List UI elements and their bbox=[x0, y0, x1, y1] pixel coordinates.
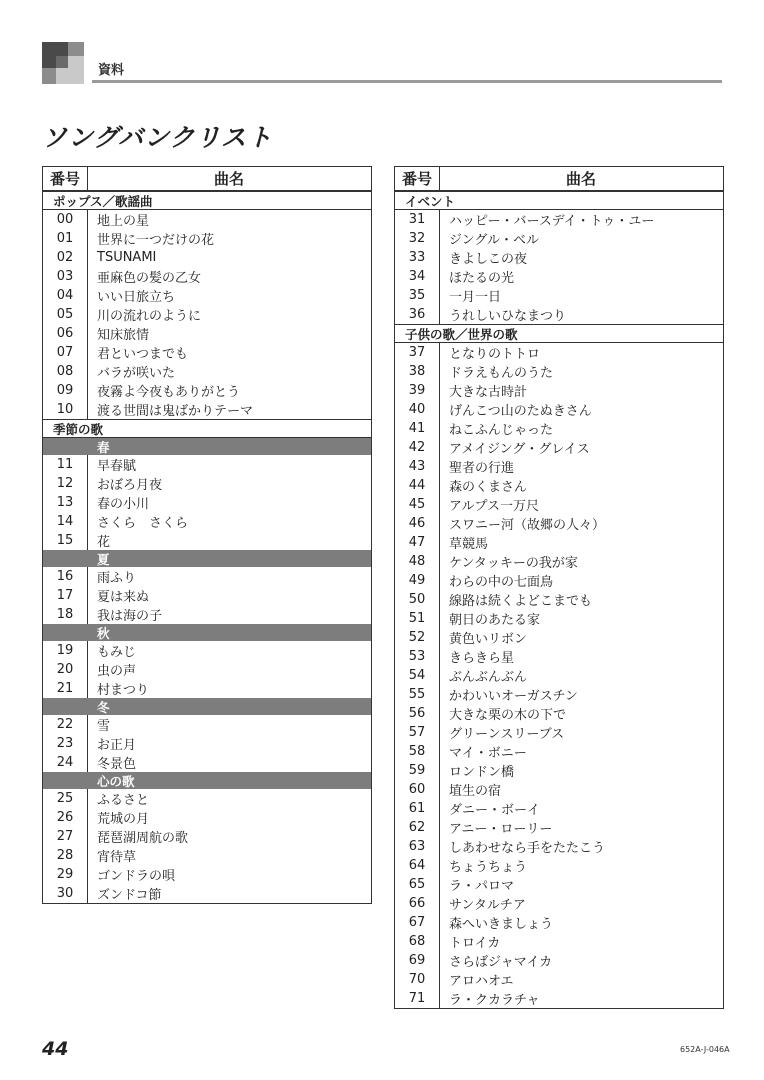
song-title: 君といつまでも bbox=[97, 347, 189, 362]
song-title: しあわせなら手をたたこう bbox=[449, 841, 606, 856]
song-number: 71 bbox=[408, 991, 426, 1006]
song-number: 53 bbox=[408, 649, 426, 664]
song-number: 10 bbox=[56, 402, 74, 417]
song-row bbox=[395, 970, 723, 989]
song-title: スワニー河（故郷の人々） bbox=[449, 518, 606, 533]
song-row bbox=[395, 552, 723, 571]
song-number: 16 bbox=[56, 569, 74, 584]
song-number: 50 bbox=[408, 592, 426, 607]
subcategory-heading bbox=[43, 438, 371, 455]
song-title: 森へいきましょう bbox=[449, 917, 554, 932]
song-row bbox=[43, 229, 371, 248]
song-title: 雨ふり bbox=[97, 571, 137, 586]
song-number: 37 bbox=[408, 345, 426, 360]
header-number: 番号 bbox=[401, 170, 432, 188]
song-row bbox=[395, 400, 723, 419]
category-heading: 季節の歌 bbox=[43, 419, 371, 438]
song-number: 66 bbox=[408, 896, 426, 911]
song-title: 夏は来ぬ bbox=[97, 590, 150, 605]
song-title: きらきら星 bbox=[449, 651, 515, 666]
song-number: 35 bbox=[408, 288, 426, 303]
song-number: 28 bbox=[56, 848, 74, 863]
song-title: 虫の声 bbox=[97, 664, 137, 679]
song-number: 30 bbox=[56, 886, 74, 901]
song-row bbox=[43, 474, 371, 493]
section-marker-icon bbox=[42, 42, 84, 84]
song-number: 55 bbox=[408, 687, 426, 702]
song-number: 46 bbox=[408, 516, 426, 531]
song-number: 52 bbox=[408, 630, 426, 645]
song-row bbox=[395, 704, 723, 723]
song-title: アルプス一万尺 bbox=[449, 499, 539, 514]
song-number: 54 bbox=[408, 668, 426, 683]
song-row bbox=[395, 723, 723, 742]
song-number: 04 bbox=[56, 288, 74, 303]
song-title: 冬景色 bbox=[97, 757, 137, 772]
subcategory-label: 秋 bbox=[97, 625, 110, 641]
song-row bbox=[395, 818, 723, 837]
song-row bbox=[395, 590, 723, 609]
song-number: 20 bbox=[56, 662, 74, 677]
song-title: ぶんぶんぶん bbox=[449, 670, 528, 685]
song-title: 大きな古時計 bbox=[449, 385, 528, 400]
song-row bbox=[43, 381, 371, 400]
song-row bbox=[395, 229, 723, 248]
song-number: 26 bbox=[56, 810, 74, 825]
document-code: 652A-J-046A bbox=[680, 1045, 730, 1054]
song-number: 19 bbox=[56, 643, 74, 658]
song-title: 一月一日 bbox=[449, 290, 502, 305]
song-title: わらの中の七面鳥 bbox=[449, 575, 554, 590]
song-title: トロイカ bbox=[449, 936, 501, 951]
song-number: 24 bbox=[56, 755, 74, 770]
song-row bbox=[395, 875, 723, 894]
song-number: 03 bbox=[56, 269, 74, 284]
header-title: 曲名 bbox=[565, 170, 596, 188]
song-number: 43 bbox=[408, 459, 426, 474]
song-row bbox=[395, 761, 723, 780]
song-row bbox=[395, 476, 723, 495]
song-number: 13 bbox=[56, 495, 74, 510]
song-row bbox=[395, 837, 723, 856]
song-row bbox=[395, 856, 723, 875]
song-row bbox=[395, 457, 723, 476]
song-title: ドラえもんのうた bbox=[449, 366, 554, 381]
song-row bbox=[395, 666, 723, 685]
song-title: さくら さくら bbox=[97, 516, 189, 531]
song-number: 70 bbox=[408, 972, 426, 987]
song-number: 22 bbox=[56, 717, 74, 732]
category-heading: ポップス／歌謡曲 bbox=[43, 191, 371, 210]
song-row bbox=[395, 913, 723, 932]
song-number: 00 bbox=[56, 212, 74, 227]
song-title: 森のくまさん bbox=[449, 480, 528, 495]
song-title: 村まつり bbox=[97, 683, 150, 698]
song-title: アニー・ローリー bbox=[449, 822, 553, 837]
song-number: 62 bbox=[408, 820, 426, 835]
song-title: 亜麻色の髪の乙女 bbox=[97, 271, 202, 286]
song-title: となりのトトロ bbox=[449, 347, 541, 362]
song-row bbox=[43, 789, 371, 808]
subcategory-label: 冬 bbox=[97, 699, 110, 715]
song-number: 58 bbox=[408, 744, 426, 759]
page-title: ソングバンクリスト bbox=[42, 123, 274, 152]
song-number: 39 bbox=[408, 383, 426, 398]
song-row bbox=[43, 362, 371, 381]
section-label: 資料 bbox=[98, 63, 125, 78]
subcategory-heading bbox=[43, 624, 371, 641]
song-row bbox=[395, 267, 723, 286]
song-number: 49 bbox=[408, 573, 426, 588]
song-row bbox=[43, 248, 371, 267]
song-number: 07 bbox=[56, 345, 74, 360]
song-title: ラ・パロマ bbox=[449, 879, 515, 894]
song-title: ズンドコ節 bbox=[97, 888, 162, 903]
song-number: 09 bbox=[56, 383, 74, 398]
song-title: ねこふんじゃった bbox=[449, 423, 554, 438]
song-row bbox=[43, 715, 371, 734]
song-row bbox=[395, 647, 723, 666]
song-title: 草競馬 bbox=[449, 537, 489, 552]
song-row bbox=[395, 343, 723, 362]
song-title: 黄色いリボン bbox=[449, 632, 528, 647]
song-row bbox=[43, 343, 371, 362]
song-row bbox=[43, 455, 371, 474]
song-row bbox=[395, 419, 723, 438]
table-rows bbox=[43, 191, 371, 903]
song-row bbox=[43, 827, 371, 846]
song-number: 61 bbox=[408, 801, 426, 816]
song-row bbox=[395, 685, 723, 704]
song-number: 67 bbox=[408, 915, 426, 930]
song-number: 48 bbox=[408, 554, 426, 569]
song-row bbox=[43, 493, 371, 512]
song-title: 地上の星 bbox=[97, 214, 150, 229]
song-row bbox=[43, 210, 371, 229]
song-row bbox=[43, 400, 371, 419]
song-title: ジングル・ベル bbox=[449, 233, 540, 248]
song-number: 68 bbox=[408, 934, 426, 949]
song-row bbox=[395, 609, 723, 628]
song-row bbox=[395, 362, 723, 381]
song-title: きよしこの夜 bbox=[449, 252, 528, 267]
song-title: 聖者の行進 bbox=[449, 461, 515, 476]
song-row bbox=[43, 586, 371, 605]
song-row bbox=[395, 780, 723, 799]
song-title: ケンタッキーの我が家 bbox=[449, 556, 578, 571]
song-title: 早春賦 bbox=[97, 459, 137, 474]
song-number: 60 bbox=[408, 782, 426, 797]
subcategory-label: 春 bbox=[97, 439, 110, 455]
song-title: ハッピー・バースデイ・トゥ・ユー bbox=[449, 214, 655, 229]
subcategory-heading bbox=[43, 698, 371, 715]
song-title: TSUNAMI bbox=[97, 250, 157, 265]
song-row bbox=[395, 305, 723, 324]
song-title: ロンドン橋 bbox=[449, 765, 515, 780]
song-title: 渡る世間は鬼ばかりテーマ bbox=[97, 404, 254, 419]
header-number: 番号 bbox=[49, 170, 80, 188]
song-title: ほたるの光 bbox=[449, 271, 515, 286]
song-row bbox=[395, 495, 723, 514]
song-title: 知床旅情 bbox=[97, 328, 150, 343]
song-title: 朝日のあたる家 bbox=[449, 613, 541, 628]
table-rows bbox=[395, 191, 723, 1008]
song-title: ゴンドラの唄 bbox=[97, 869, 176, 884]
song-title: 線路は続くよどこまでも bbox=[449, 594, 593, 609]
song-number: 47 bbox=[408, 535, 426, 550]
song-title: お正月 bbox=[97, 738, 137, 753]
song-number: 18 bbox=[56, 607, 74, 622]
song-row bbox=[43, 641, 371, 660]
category-heading: イベント bbox=[395, 191, 723, 210]
song-row bbox=[43, 808, 371, 827]
song-title: 琵琶湖周航の歌 bbox=[97, 831, 189, 846]
song-row bbox=[395, 742, 723, 761]
song-row bbox=[43, 865, 371, 884]
song-title: バラが咲いた bbox=[97, 366, 176, 381]
song-number: 45 bbox=[408, 497, 426, 512]
song-number: 38 bbox=[408, 364, 426, 379]
song-row bbox=[43, 512, 371, 531]
song-number: 01 bbox=[56, 231, 74, 246]
song-number: 27 bbox=[56, 829, 74, 844]
header-title: 曲名 bbox=[213, 170, 244, 188]
song-title: げんこつ山のたぬきさん bbox=[449, 404, 592, 419]
song-row bbox=[43, 286, 371, 305]
song-row bbox=[43, 884, 371, 903]
subcategory-label: 心の歌 bbox=[97, 773, 135, 789]
song-title: 荒城の月 bbox=[97, 812, 150, 827]
song-title: ちょうちょう bbox=[449, 860, 528, 875]
song-number: 08 bbox=[56, 364, 74, 379]
song-number: 36 bbox=[408, 307, 426, 322]
song-number: 56 bbox=[408, 706, 426, 721]
song-number: 65 bbox=[408, 877, 426, 892]
song-title: アメイジング・グレイス bbox=[449, 442, 590, 457]
song-row bbox=[395, 514, 723, 533]
song-number: 57 bbox=[408, 725, 426, 740]
song-row bbox=[395, 894, 723, 913]
song-row bbox=[395, 932, 723, 951]
song-row bbox=[395, 628, 723, 647]
song-row bbox=[395, 286, 723, 305]
song-number: 40 bbox=[408, 402, 426, 417]
song-number: 21 bbox=[56, 681, 74, 696]
song-number: 29 bbox=[56, 867, 74, 882]
song-title: おぼろ月夜 bbox=[97, 478, 163, 493]
song-row bbox=[43, 846, 371, 865]
song-title: 世界に一つだけの花 bbox=[97, 233, 215, 248]
song-table-left bbox=[42, 166, 372, 904]
category-heading: 子供の歌／世界の歌 bbox=[395, 324, 723, 343]
song-number: 64 bbox=[408, 858, 426, 873]
song-number: 42 bbox=[408, 440, 426, 455]
song-row bbox=[43, 679, 371, 698]
song-title: 川の流れのように bbox=[97, 309, 202, 324]
song-number: 59 bbox=[408, 763, 426, 778]
song-number: 05 bbox=[56, 307, 74, 322]
song-row bbox=[43, 753, 371, 772]
song-number: 25 bbox=[56, 791, 74, 806]
song-number: 15 bbox=[56, 533, 74, 548]
song-title: うれしいひなまつり bbox=[449, 309, 567, 324]
song-row bbox=[395, 571, 723, 590]
song-title: 大きな栗の木の下で bbox=[449, 708, 567, 723]
song-number: 69 bbox=[408, 953, 426, 968]
song-row bbox=[395, 533, 723, 552]
song-title: グリーンスリーブス bbox=[449, 727, 565, 742]
song-row bbox=[43, 324, 371, 343]
song-row bbox=[43, 267, 371, 286]
song-title: サンタルチア bbox=[449, 898, 526, 913]
song-row bbox=[395, 799, 723, 818]
song-title: 雪 bbox=[97, 719, 111, 734]
song-row bbox=[43, 605, 371, 624]
song-number: 51 bbox=[408, 611, 426, 626]
song-row bbox=[43, 734, 371, 753]
song-row bbox=[395, 210, 723, 229]
song-title: マイ・ボニー bbox=[449, 746, 527, 761]
song-row bbox=[395, 248, 723, 267]
song-table-right bbox=[394, 166, 724, 1009]
song-title: 花 bbox=[97, 535, 111, 550]
song-number: 23 bbox=[56, 736, 74, 751]
song-number: 32 bbox=[408, 231, 426, 246]
subcategory-heading bbox=[43, 550, 371, 567]
song-title: アロハオエ bbox=[449, 974, 514, 989]
table-header bbox=[43, 167, 371, 191]
song-title: 夜霧よ今夜もありがとう bbox=[97, 385, 241, 400]
song-number: 17 bbox=[56, 588, 74, 603]
song-number: 02 bbox=[56, 250, 74, 265]
song-number: 14 bbox=[56, 514, 74, 529]
song-title: 我は海の子 bbox=[97, 609, 163, 624]
song-number: 63 bbox=[408, 839, 426, 854]
subcategory-heading bbox=[43, 772, 371, 789]
song-number: 12 bbox=[56, 476, 74, 491]
song-number: 31 bbox=[408, 212, 426, 227]
song-title: さらばジャマイカ bbox=[449, 955, 553, 970]
song-row bbox=[395, 951, 723, 970]
page-number: 44 bbox=[42, 1038, 69, 1060]
song-title: かわいいオーガスチン bbox=[449, 689, 578, 704]
song-title: 宵待草 bbox=[97, 850, 137, 865]
subcategory-label: 夏 bbox=[97, 551, 110, 567]
song-title: もみじ bbox=[97, 645, 137, 660]
song-row bbox=[43, 305, 371, 324]
table-header bbox=[395, 167, 723, 191]
song-number: 34 bbox=[408, 269, 426, 284]
song-title: ふるさと bbox=[97, 793, 150, 808]
song-row bbox=[43, 531, 371, 550]
header-rule bbox=[92, 80, 722, 83]
song-row bbox=[43, 567, 371, 586]
song-row bbox=[395, 381, 723, 400]
song-title: ラ・クカラチャ bbox=[449, 993, 540, 1008]
song-row bbox=[395, 989, 723, 1008]
song-title: いい日旅立ち bbox=[97, 290, 176, 305]
song-title: 春の小川 bbox=[97, 497, 150, 512]
song-title: 埴生の宿 bbox=[449, 784, 502, 799]
song-number: 33 bbox=[408, 250, 426, 265]
song-number: 11 bbox=[56, 457, 74, 472]
song-title: ダニー・ボーイ bbox=[449, 803, 541, 818]
song-number: 44 bbox=[408, 478, 426, 493]
song-row bbox=[395, 438, 723, 457]
song-row bbox=[43, 660, 371, 679]
song-number: 41 bbox=[408, 421, 426, 436]
song-number: 06 bbox=[56, 326, 74, 341]
